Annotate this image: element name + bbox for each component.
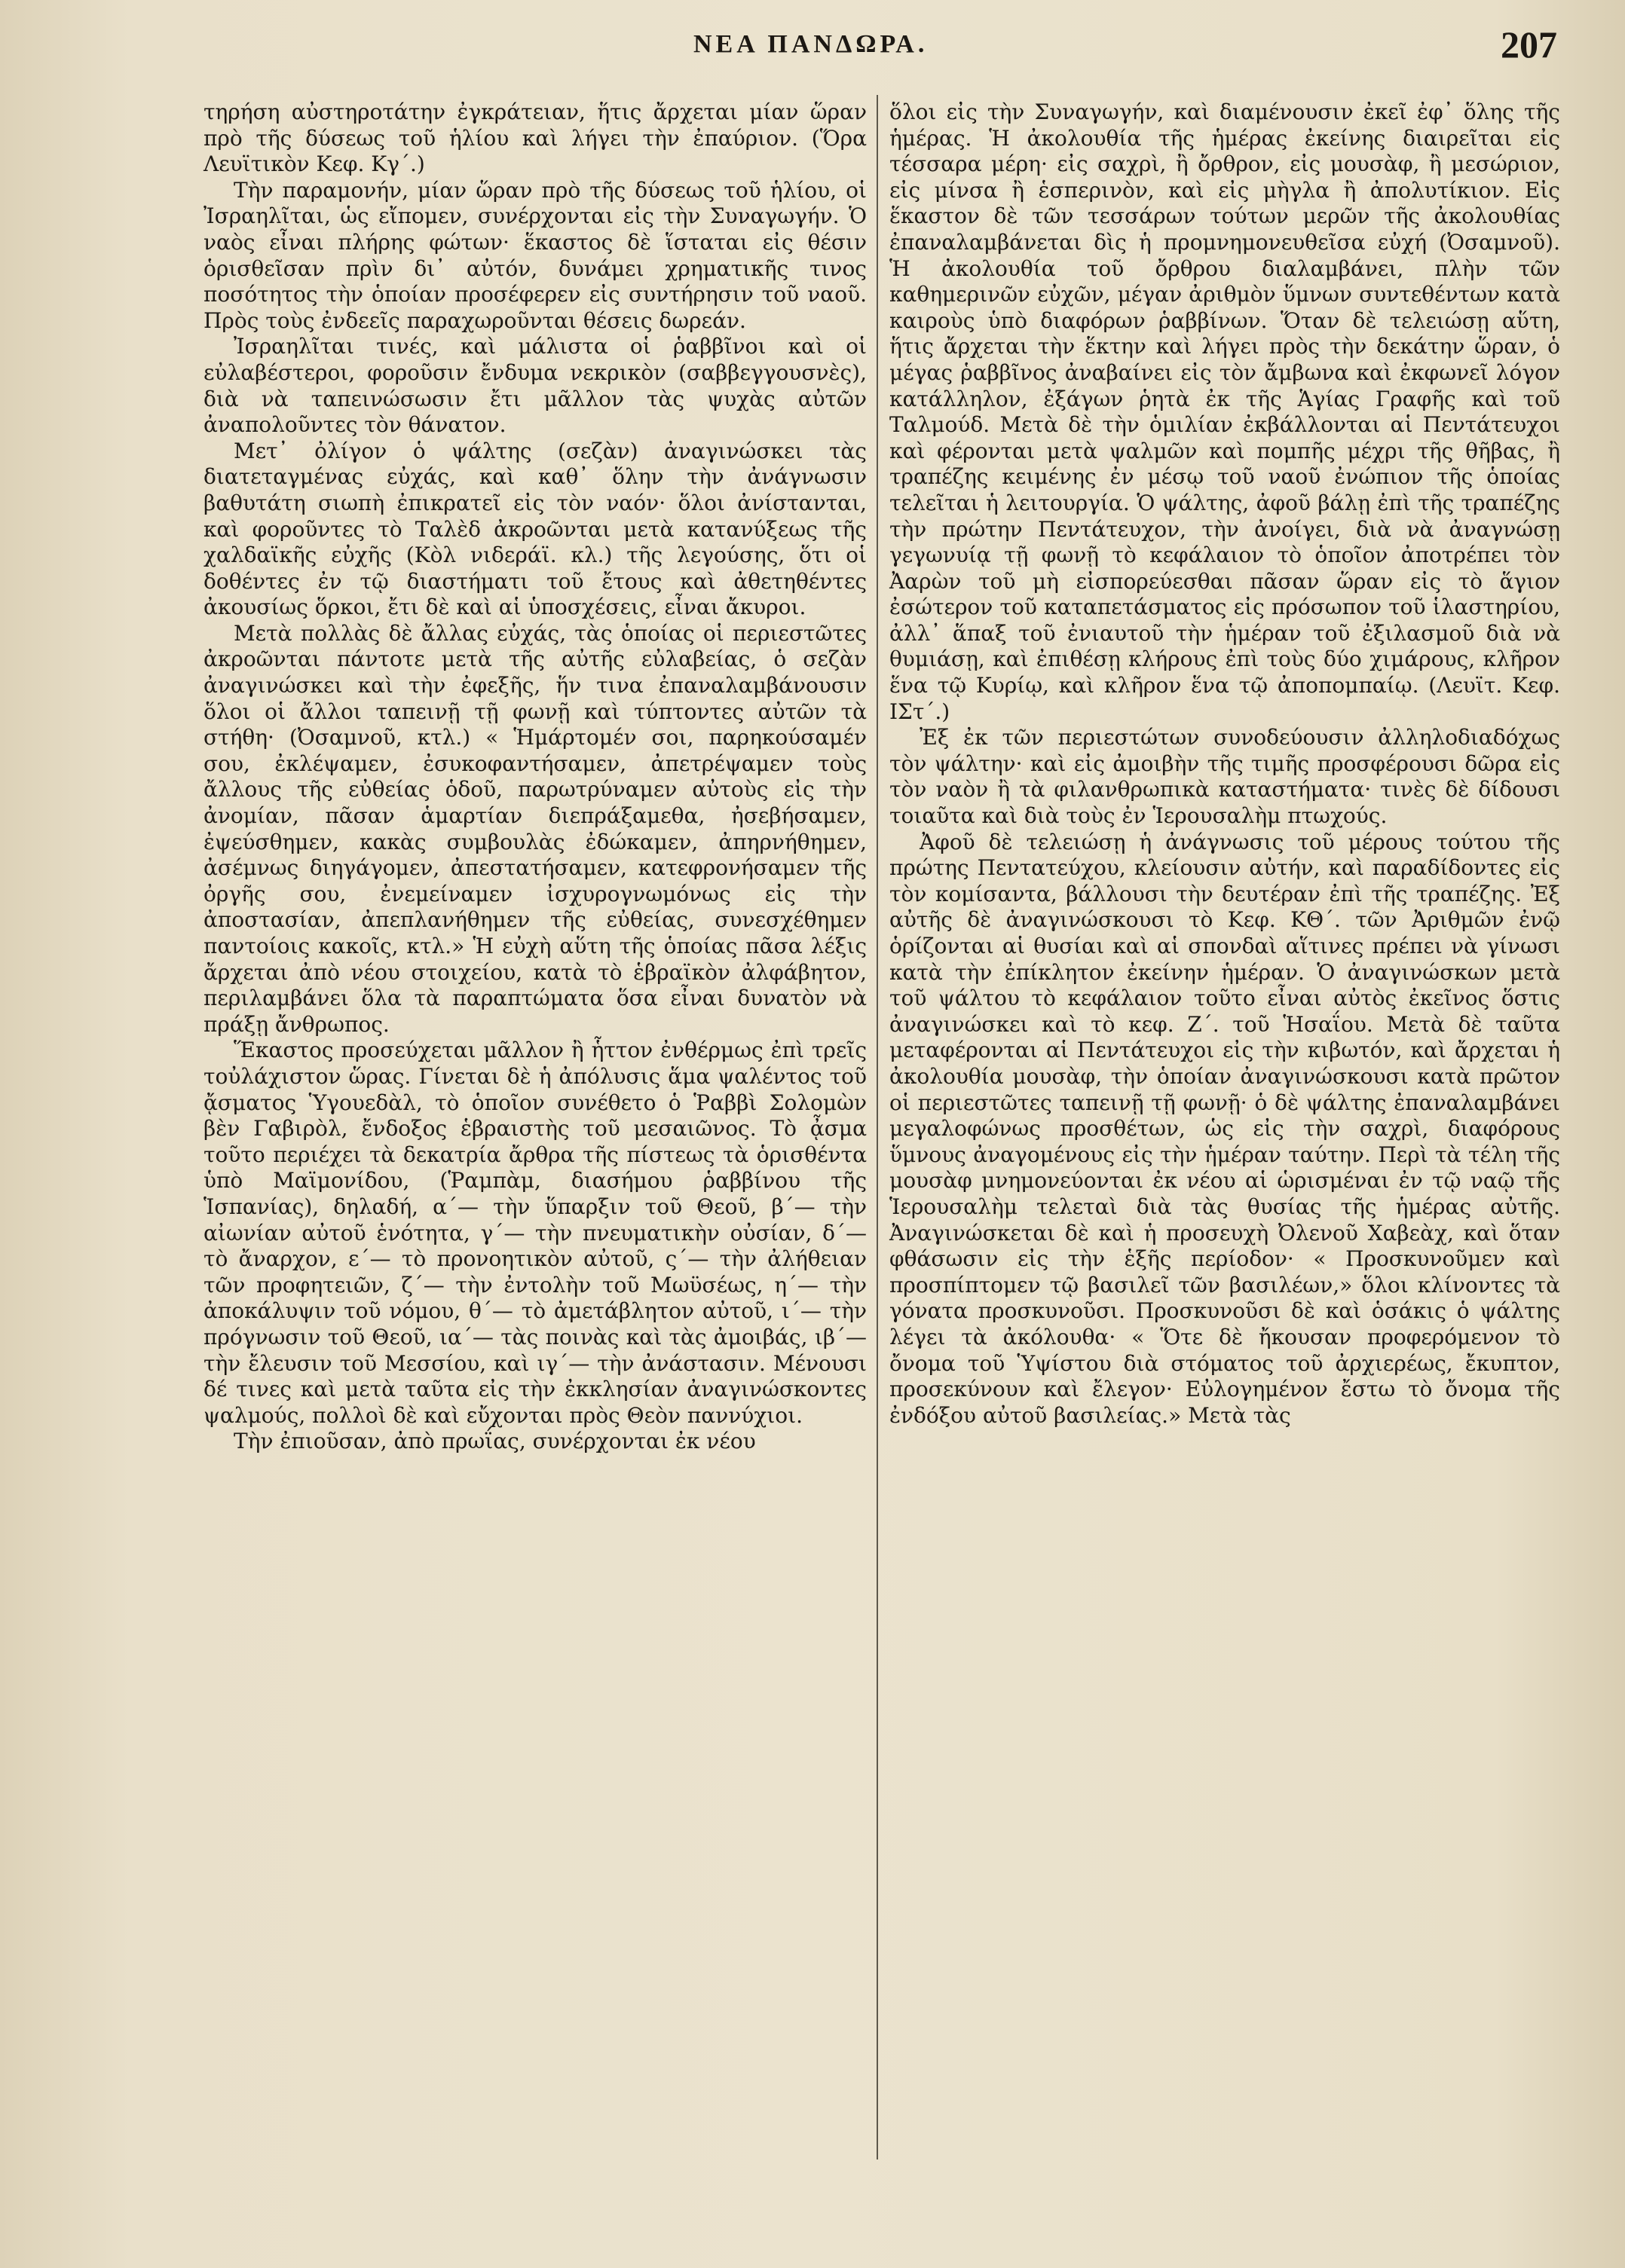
- paragraph: Μετὰ πολλὰς δὲ ἄλλας εὐχάς, τὰς ὁποίας οἱ περιεστῶτες ἀκροῶνται πάντοτε μετὰ τῆς αὐτῆς εὐλαβείας, ὁ σεζὰν ἀναγινώσκει καὶ τὴν ἐφεξῆς, ἥν τινα ἐπαναλαμβάνουσιν ὅλοι οἱ ἄλλοι ταπεινῇ τῇ φωνῇ καὶ τύπτοντες αὐτῶν τὰ στήθη· (Ὀσαμνοῦ, κτλ.) « Ἡμάρτομέν σοι, παρηκούσαμέν σου, ἐκλέψαμεν, ἐσυκοφαντήσαμεν, ἀπετρέψαμεν τοὺς ἄλλους τῆς εὐθείας ὁδοῦ, παρωτρύναμεν αὐτοὺς εἰς τὴν ἀνομίαν, πᾶσαν ἁμαρτίαν διεπράξαμεθα, ἠσεβήσαμεν, ἐψεύσθημεν, κακὰς συμβουλὰς ἐδώκαμεν, ἀπηρνήθημεν, ἀσέμνως διηγάγομεν, ἀπεστατήσαμεν, κατεφρονήσαμεν τῆς ὀργῆς σου, ἐνεμείναμεν ἰσχυρογνωμόνως εἰς τὴν ἀποστασίαν, ἀπεπλανήθημεν τῆς εὐθείας, συνεσχέθημεν παντοίοις κακοῖς, κτλ.» Ἡ εὐχὴ αὕτη τῆς ὁποίας πᾶσα λέξις ἄρχεται ἀπὸ νέου στοιχείου, κατὰ τὸ ἑβραϊκὸν ἀλφάβητον, περιλαμβάνει ὅλα τὰ παραπτώματα ὅσα εἶναι δυνατὸν νὰ πράξῃ ἄνθρωπος.: [204, 620, 867, 1037]
- journal-title: ΝΕΑ ΠΑΝΔΩΡΑ.: [693, 30, 929, 58]
- left-column: [204, 99, 867, 1455]
- paragraph: Ἕκαστος προσεύχεται μᾶλλον ἢ ἧττον ἐνθέρμως ἐπὶ τρεῖς τοὐλάχιστον ὥρας. Γίνεται δὲ ἡ ἀπόλυσις ἅμα ψαλέντος τοῦ ᾄσματος Ὑγουεδὰλ, τὸ ὁποῖον συνέθετο ὁ Ῥαββὶ Σολομὼν βὲν Γαβιρὸλ, ἔνδοξος ἑβραιστὴς τοῦ μεσαιῶνος. Τὸ ᾆσμα τοῦτο περιέχει τὰ δεκατρία ἄρθρα τῆς πίστεως τὰ ὁρισθέντα ὑπὸ Μαϊμονίδου, (Ῥαμπὰμ, διασήμου ῥαββίνου τῆς Ἱσπανίας), δηλαδή, α΄— τὴν ὕπαρξιν τοῦ Θεοῦ, β΄— τὴν αἰωνίαν αὐτοῦ ἑνότητα, γ΄— τὴν πνευματικὴν οὐσίαν, δ΄— τὸ ἄναρχον, ε΄— τὸ προνοητικὸν αὐτοῦ, ς΄— τὴν ἀλήθειαν τῶν προφητειῶν, ζ΄— τὴν ἐντολὴν τοῦ Μωϋσέως, η΄— τὴν ἀποκάλυψιν τοῦ νόμου, θ΄— τὸ ἀμετάβλητον αὐτοῦ, ι΄— τὴν πρόγνωσιν τοῦ Θεοῦ, ια΄— τὰς ποινὰς καὶ τὰς ἀμοιβάς, ιβ΄— τὴν ἔλευσιν τοῦ Μεσσίου, καὶ ιγ΄— τὴν ἀνάστασιν. Μένουσι δέ τινες καὶ μετὰ ταῦτα εἰς τὴν ἐκκλησίαν ἀναγινώσκοντες ψαλμούς, πολλοὶ δὲ καὶ εὔχονται πρὸς Θεὸν παννύχιοι.: [204, 1038, 867, 1428]
- page-header: [196, 23, 1572, 83]
- paragraph: Τὴν παραμονήν, μίαν ὥραν πρὸ τῆς δύσεως τοῦ ἡλίου, οἱ Ἰσραηλῖται, ὡς εἴπομεν, συνέρχονται εἰς τὴν Συναγωγήν. Ὁ ναὸς εἶναι πλήρης φώτων· ἕκαστος δὲ ἵσταται εἰς θέσιν ὁρισθεῖσαν πρὶν δι᾿ αὐτόν, δυνάμει χρηματικῆς τινος ποσότητος τὴν ὁποίαν προσέφερεν εἰς συντήρησιν τοῦ ναοῦ. Πρὸς τοὺς ἐνδεεῖς παραχωροῦνται θέσεις δωρεάν.: [204, 177, 867, 333]
- paragraph: Μετ᾿ ὀλίγον ὁ ψάλτης (σεζὰν) ἀναγινώσκει τὰς διατεταγμένας εὐχάς, καὶ καθ᾿ ὅλην τὴν ἀνάγνωσιν βαθυτάτη σιωπὴ ἐπικρατεῖ εἰς τὸν ναόν· ὅλοι ἀνίστανται, καὶ φοροῦντες τὸ Ταλὲδ ἀκροῶνται μετὰ κατανύξεως τῆς χαλδαϊκῆς εὐχῆς (Κὸλ νιδεράϊ. κλ.) τῆς λεγούσης, ὅτι οἱ δοθέντες ἐν τῷ διαστήματι τοῦ ἔτους καὶ ἀθετηθέντες ἀκουσίως ὅρκοι, ἔτι δὲ καὶ αἱ ὑποσχέσεις, εἶναι ἄκυροι.: [204, 438, 867, 620]
- paragraph: Ἀφοῦ δὲ τελειώσῃ ἡ ἀνάγνωσις τοῦ μέρους τούτου τῆς πρώτης Πεντατεύχου, κλείουσιν αὐτήν, καὶ παραδίδοντες εἰς τὸν κομίσαντα, βάλλουσι τὴν δευτέραν ἐπὶ τῆς τραπέζης. Ἐξ αὐτῆς δὲ ἀναγινώσκουσι τὸ Κεφ. ΚΘ΄. τῶν Ἀριθμῶν ἐνῷ ὁρίζονται αἱ θυσίαι καὶ αἱ σπονδαὶ αἵτινες πρέπει νὰ γίνωσι κατὰ τὴν ἐπίκλητον ἐκείνην ἡμέραν. Ὁ ἀναγινώσκων μετὰ τοῦ ψάλτου τὸ κεφάλαιον τοῦτο εἶναι αὐτὸς ἐκεῖνος ὅστις ἀναγινώσκει καὶ τὸ κεφ. Ζ΄. τοῦ Ἡσαΐου. Μετὰ δὲ ταῦτα μεταφέρονται αἱ Πεντάτευχοι εἰς τὴν κιβωτόν, καὶ ἄρχεται ἡ ἀκολουθία μουσὰφ, τὴν ὁποίαν ἀναγινώσκουσι κατὰ πρῶτον οἱ περιεστῶτες ταπεινῇ τῇ φωνῇ· ὁ δὲ ψάλτης ἐπαναλαμβάνει μεγαλοφώνως προσθέτων, ὡς εἰς τὴν σαχρὶ, διαφόρους ὕμνους ἀναγομένους εἰς τὴν ἡμέραν ταύτην. Περὶ τὰ τέλη τῆς μουσὰφ μνημονεύονται ἐκ νέου αἱ ὡρισμέναι ἐν τῷ ναῷ τῆς Ἱερουσαλὴμ τελεταὶ διὰ τὰς θυσίας τῆς ἡμέρας αὐτῆς. Ἀναγινώσκεται δὲ καὶ ἡ προσευχὴ Ὀλενοῦ Χαβεὰχ, καὶ ὅταν φθάσωσιν εἰς τὴν ἑξῆς περίοδον· « Προσκυνοῦμεν καὶ προσπίπτομεν τῷ βασιλεῖ τῶν βασιλέων,» ὅλοι κλίνοντες τὰ γόνατα προσκυνοῦσι. Προσκυνοῦσι δὲ καὶ ὁσάκις ὁ ψάλτης λέγει τὰ ἀκόλουθα· « Ὅτε δὲ ἤκουσαν προφερόμενον τὸ ὄνομα τοῦ Ὑψίστου διὰ στόματος τοῦ ἀρχιερέως, ἔκυπτον, προσεκύνουν καὶ ἔλεγον· Εὐλογημένον ἔστω τὸ ὄνομα τῆς ἐνδόξου αὐτοῦ βασιλείας.» Μετὰ τὰς: [889, 829, 1560, 1428]
- paragraph: Ἐξ ἐκ τῶν περιεστώτων συνοδεύουσιν ἀλληλοδιαδόχως τὸν ψάλτην· καὶ εἰς ἀμοιβὴν τῆς τιμῆς προσφέρουσι δῶρα εἰς τὸν ναὸν ἢ τὰ φιλανθρωπικὰ καταστήματα· τινὲς δὲ δίδουσι τοιαῦτα καὶ διὰ τοὺς ἐν Ἱερουσαλὴμ πτωχούς.: [889, 725, 1560, 829]
- page-number: 207: [1501, 23, 1557, 66]
- right-column: [889, 99, 1560, 1429]
- column-divider: [877, 95, 878, 2159]
- paragraph: Ἰσραηλῖται τινές, καὶ μάλιστα οἱ ῥαββῖνοι καὶ οἱ εὐλαβέστεροι, φοροῦσιν ἔνδυμα νεκρικὸν (σαββεγγουσνὲς), διὰ νὰ ταπεινώσωσιν ἔτι μᾶλλον τὰς ψυχὰς αὐτῶν ἀναπολοῦντες τὸν θάνατον.: [204, 334, 867, 438]
- paragraph: ὅλοι εἰς τὴν Συναγωγήν, καὶ διαμένουσιν ἐκεῖ ἐφ᾿ ὅλης τῆς ἡμέρας. Ἡ ἀκολουθία τῆς ἡμέρας ἐκείνης διαιρεῖται εἰς τέσσαρα μέρη· εἰς σαχρὶ, ἢ ὄρθρον, εἰς μουσὰφ, ἢ μεσώριον, εἰς μίνσα ἢ ἑσπερινὸν, καὶ εἰς μὴγλα ἢ ἀπολυτίκιον. Εἰς ἕκαστον δὲ τῶν τεσσάρων τούτων μερῶν τῆς ἀκολουθίας ἐπαναλαμβάνεται δὶς ἡ προμνημονευθεῖσα εὐχή (Ὀσαμνοῦ). Ἡ ἀκολουθία τοῦ ὄρθρου διαλαμβάνει, πλὴν τῶν καθημερινῶν εὐχῶν, μέγαν ἀριθμὸν ὕμνων συντεθέντων κατὰ καιροὺς ὑπὸ διαφόρων ῥαββίνων. Ὅταν δὲ τελειώσῃ αὕτη, ἥτις ἄρχεται τὴν ἕκτην καὶ λήγει πρὸς τὴν δεκάτην ὥραν, ὁ μέγας ῥαββῖνος ἀναβαίνει εἰς τὸν ἄμβωνα καὶ ἐκφωνεῖ λόγον κατάλληλον, ἐξάγων ῥητὰ ἐκ τῆς Ἁγίας Γραφῆς καὶ τοῦ Ταλμούδ. Μετὰ δὲ τὴν ὁμιλίαν ἐκβάλλονται αἱ Πεντάτευχοι καὶ φέρονται μετὰ ψαλμῶν καὶ πομπῆς μέχρι τῆς θῆβας, ἢ τραπέζης κειμένης ἐν μέσῳ τοῦ ναοῦ ἐνώπιον τῆς ὁποίας τελεῖται ἡ λειτουργία. Ὁ ψάλτης, ἀφοῦ βάλῃ ἐπὶ τῆς τραπέζης τὴν πρώτην Πεντάτευχον, τὴν ἀνοίγει, διὰ νὰ ἀναγνώσῃ γεγωνυίᾳ τῇ φωνῇ τὸ κεφάλαιον τὸ ὁποῖον ἀποτρέπει τὸν Ἀαρὼν τοῦ μὴ εἰσπορεύεσθαι πᾶσαν ὥραν εἰς τὸ ἅγιον ἐσώτερον τοῦ καταπετάσματος εἰς πρόσωπον τοῦ ἱλαστηρίου, ἀλλ᾿ ἅπαξ τοῦ ἐνιαυτοῦ τὴν ἡμέραν τοῦ ἐξιλασμοῦ διὰ νὰ θυμιάσῃ, καὶ ἐπιθέσῃ κλήρους ἐπὶ τοὺς δύο χιμάρους, κλῆρον ἕνα τῷ Κυρίῳ, καὶ κλῆρον ἕνα τῷ ἀποπομπαίῳ. (Λευϊτ. Κεφ. ΙΣτ΄.): [889, 99, 1560, 724]
- paragraph: Τὴν ἐπιοῦσαν, ἀπὸ πρωΐας, συνέρχονται ἐκ νέου: [234, 1429, 756, 1454]
- paragraph: τηρήση αὐστηροτάτην ἐγκράτειαν, ἥτις ἄρχεται μίαν ὥραν πρὸ τῆς δύσεως τοῦ ἡλίου καὶ λήγει τὴν ἐπαύριον. (Ὅρα Λευϊτικὸν Κεφ. Κγ΄.): [204, 99, 867, 177]
